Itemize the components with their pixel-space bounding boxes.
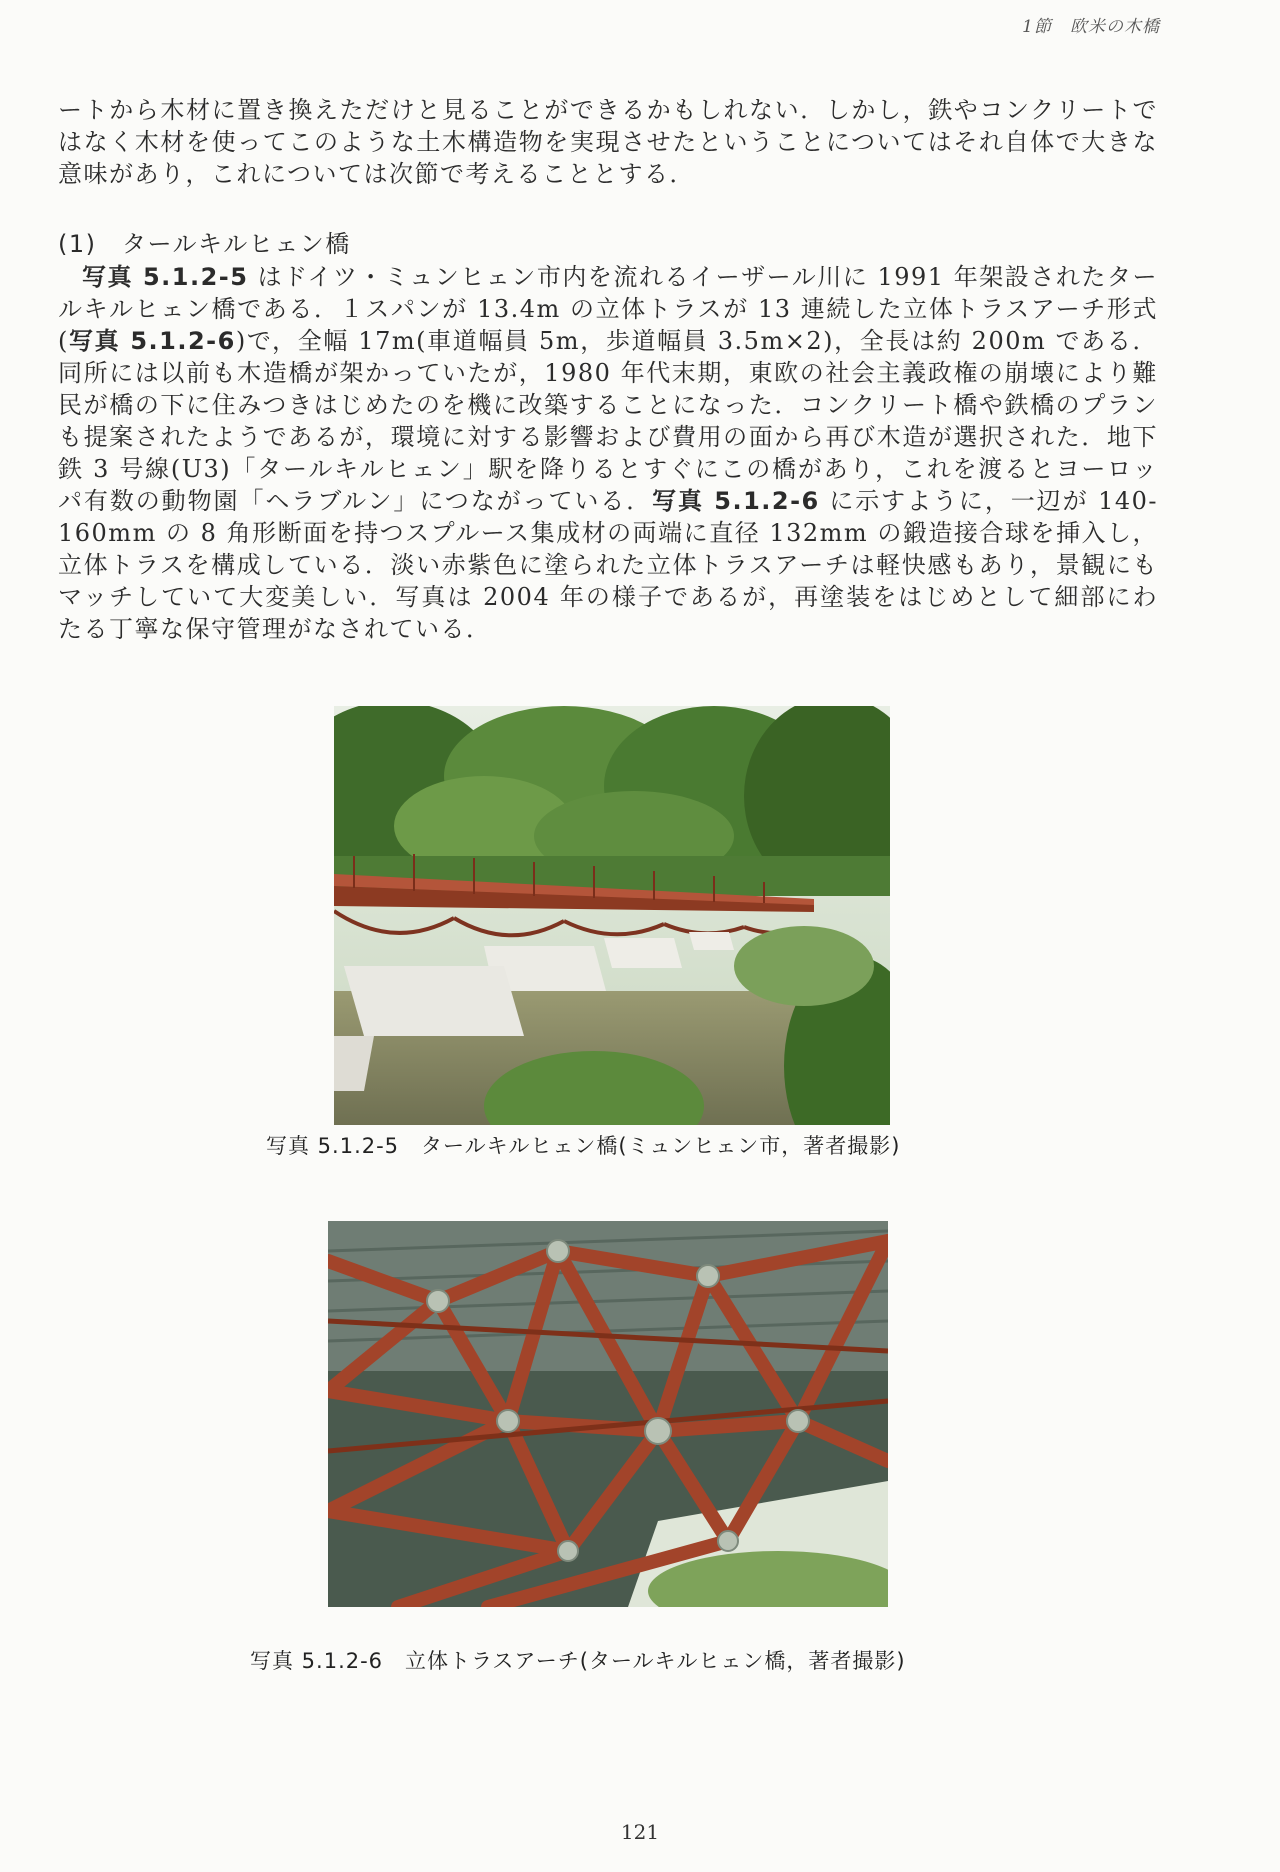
- section-paragraph: [58, 261, 1158, 645]
- figure-caption: 写真 5.1.2-6 立体トラスアーチ(タールキルヒェン橋，著者撮影): [250, 1649, 906, 1673]
- paragraph-text: )で，全幅 17m(車道幅員 5m，歩道幅員 3.5m×2)，全長は約 200m である．同所には以前も木造橋が架かっていたが，1980 年代末期，東欧の社会主義政権の崩壊により難民が橋の下に住みつきはじめたのを機に改築することになった．コンクリート橋や鉄橋のプランも提案されたようであるが，環境に対する影響および費用の面から再び木造が選択された．地下鉄 3 号線(U3)「タールキルヒェン」駅を降りるとすぐにこの橋があり，これを渡るとヨーロッパ有数の動物園「ヘラブルン」につながっている．: [58, 327, 1158, 515]
- intro-paragraph: ートから木材に置き換えただけと見ることができるかもしれない．しかし，鉄やコンクリートではなく木材を使ってこのような土木構造物を実現させたということについてはそれ自体で大きな意味があり，これについては次節で考えることとする．: [58, 96, 1158, 188]
- photo-reference: 写真 5.1.2-6: [652, 487, 820, 515]
- paragraph-text: に示すように，一辺が 140-160mm の 8 角形断面を持つスプルース集成材の両端に直径 132mm の鍛造接合球を挿入し，立体トラスを構成している．淡い赤紫色に塗られた立体トラスアーチは軽快感もあり，景観にもマッチしていて大変美しい．写真は 2004 年の様子であるが，再塗装をはじめとして細部にわたる丁寧な保守管理がなされている．: [58, 487, 1158, 643]
- bridge-photo-image: [334, 706, 890, 1125]
- running-head: 1節 欧米の木橋: [1022, 17, 1160, 37]
- truss-photo-image: [328, 1221, 888, 1607]
- section-heading: (1) タールキルヒェン橋: [58, 230, 351, 258]
- paragraph-text: はドイツ・ミュンヒェン市内を流れるイーザール川に 1991 年架設されたタールキルヒェン橋である．１スパンが 13.4m の立体トラスが 13 連続した立体トラスアーチ形式(: [58, 263, 1158, 355]
- photo-reference: 写真 5.1.2-5: [82, 263, 249, 291]
- figure-caption: 写真 5.1.2-5 タールキルヒェン橋(ミュンヒェン市，著者撮影): [266, 1134, 901, 1158]
- bridge-photo: [334, 706, 890, 1125]
- photo-reference: 写真 5.1.2-6: [68, 327, 236, 355]
- page-number: 121: [620, 1820, 660, 1844]
- truss-photo: [328, 1221, 888, 1607]
